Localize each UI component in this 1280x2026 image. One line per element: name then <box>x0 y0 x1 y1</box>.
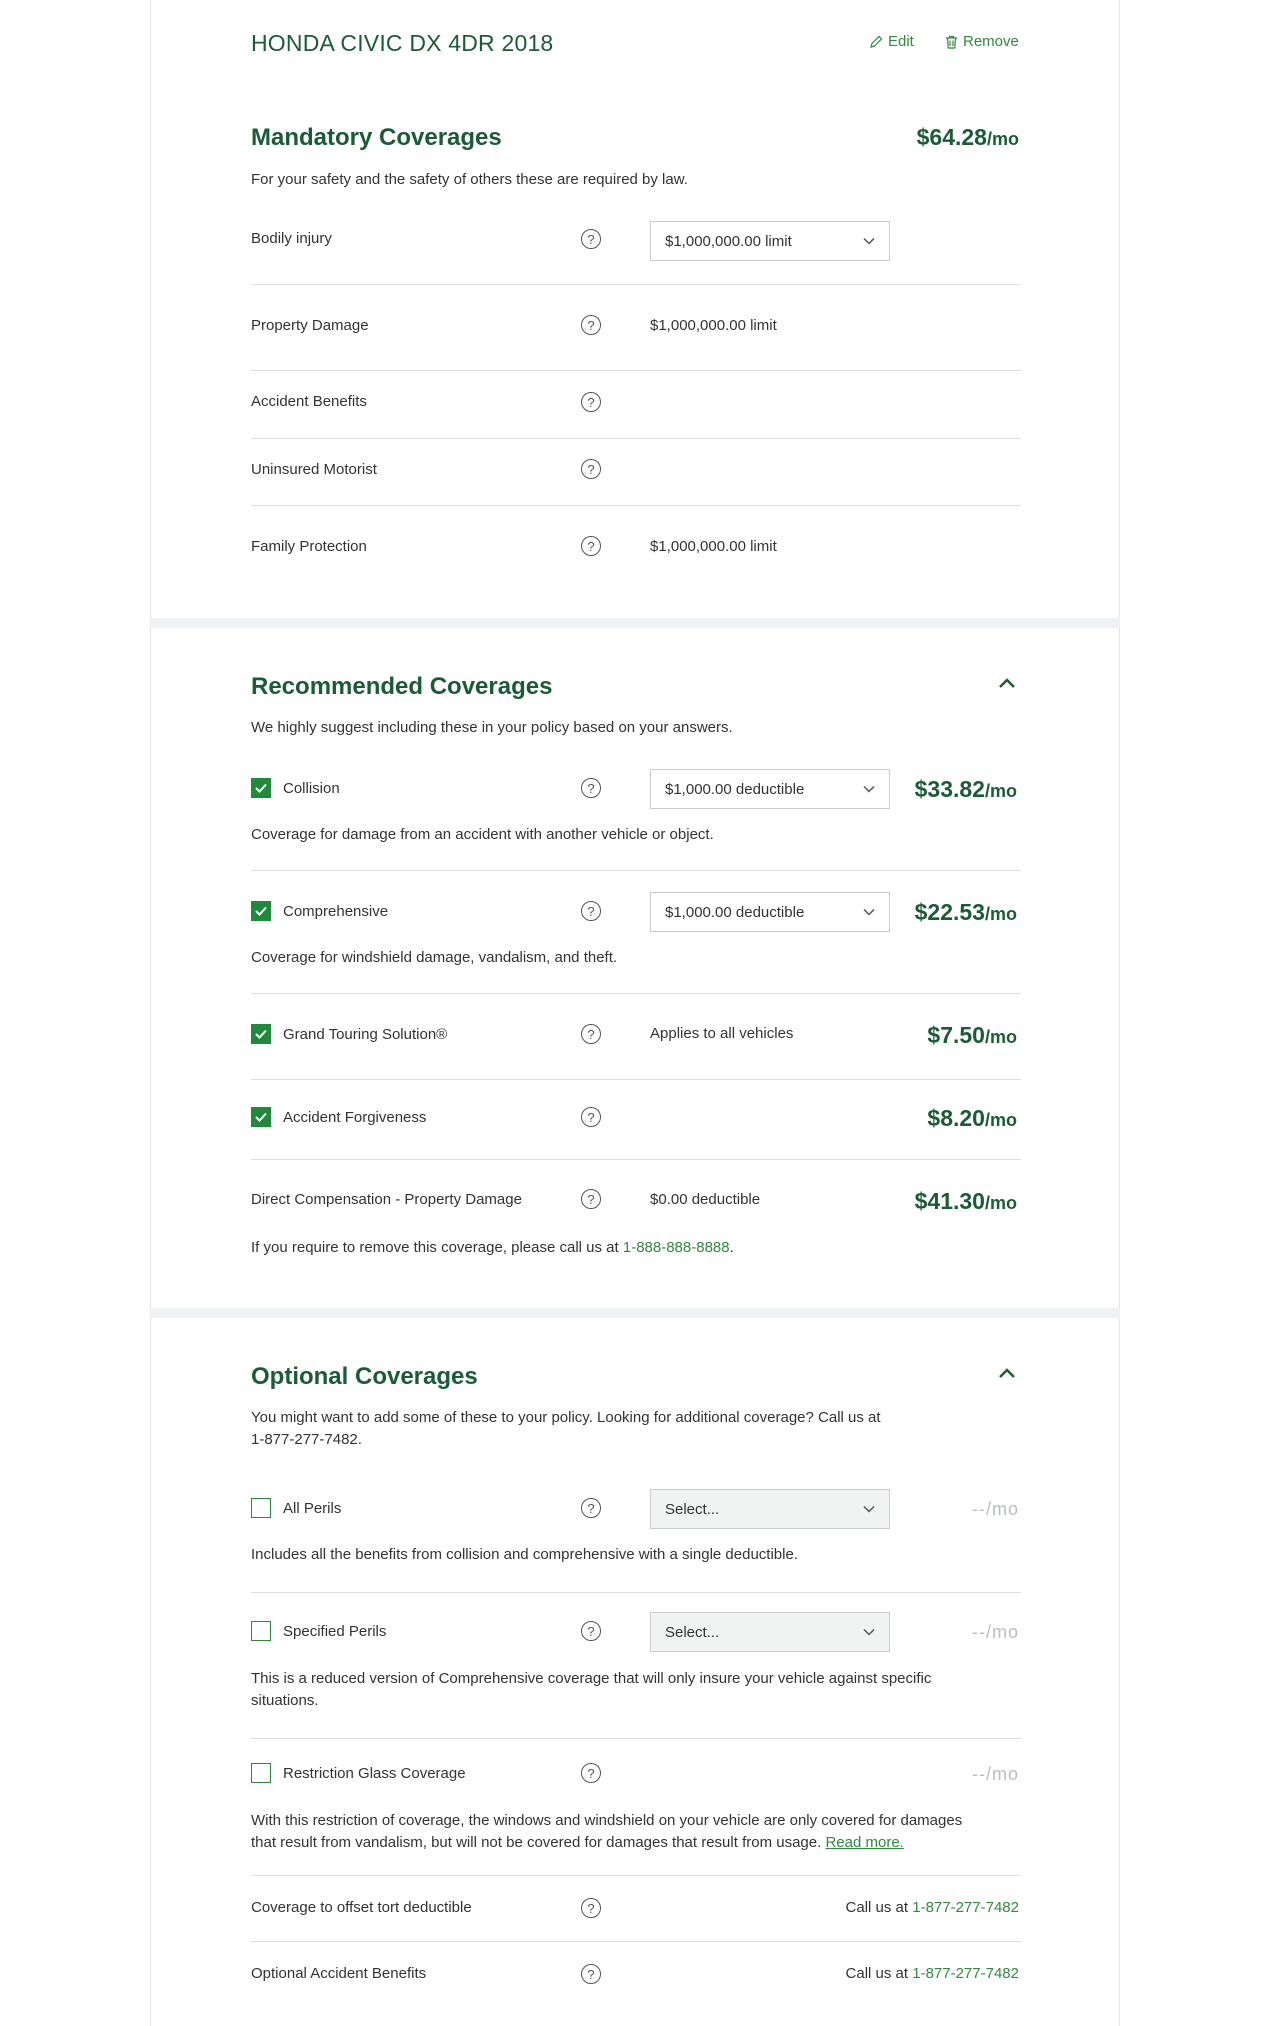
price-value: $7.50 <box>927 1022 985 1048</box>
specified-perils-select[interactable] <box>650 1612 890 1652</box>
accident-forgiveness-checkbox[interactable] <box>251 1107 271 1127</box>
pencil-icon <box>869 35 883 49</box>
read-more-link[interactable]: Read more. <box>825 1834 904 1851</box>
chevron-down-icon <box>863 237 875 245</box>
tort-deductible-label: Coverage to offset tort deductible <box>251 1899 472 1916</box>
divider <box>251 438 1021 439</box>
divider <box>251 1875 1021 1876</box>
collision-row <box>251 778 340 798</box>
direct-compensation-value: $0.00 deductible <box>650 1191 761 1208</box>
collision-label: Collision <box>283 779 340 797</box>
mandatory-price-value: $64.28 <box>916 124 987 150</box>
collision-price <box>915 776 1017 803</box>
section-separator <box>150 618 1120 628</box>
check-icon <box>255 1112 267 1122</box>
price-value: $41.30 <box>914 1188 985 1214</box>
comprehensive-checkbox[interactable] <box>251 901 271 921</box>
divider <box>251 1592 1021 1593</box>
question-circle-icon[interactable]: ? <box>581 536 601 556</box>
edit-label: Edit <box>888 33 914 50</box>
bodily-injury-select[interactable] <box>650 221 890 261</box>
specified-perils-description <box>251 1668 931 1712</box>
all-perils-select[interactable] <box>650 1489 890 1529</box>
call-prefix: Call us at <box>845 1899 913 1916</box>
price-unit: /mo <box>984 1193 1017 1213</box>
phone-link[interactable]: 1-888-888-8888 <box>622 1239 730 1256</box>
price-value: $33.82 <box>914 776 985 802</box>
desc-line: 1-877-277-7482. <box>251 1431 362 1448</box>
comprehensive-label: Comprehensive <box>283 902 389 920</box>
desc-line <box>251 1832 962 1854</box>
property-damage-value: $1,000,000.00 limit <box>650 317 777 334</box>
desc-line: This is a reduced version of Comprehensive coverage that will only insure your vehicle against specific <box>251 1670 932 1687</box>
question-circle-icon[interactable]: ? <box>581 392 601 412</box>
question-circle-icon[interactable]: ? <box>581 778 601 798</box>
chevron-down-icon <box>863 1505 875 1513</box>
mandatory-description: For your safety and the safety of others these are required by law. <box>251 171 688 188</box>
all-perils-checkbox[interactable] <box>251 1498 271 1518</box>
select-value: Select... <box>665 1500 720 1518</box>
question-circle-icon[interactable]: ? <box>581 459 601 479</box>
direct-compensation-description <box>251 1237 734 1259</box>
section-separator <box>150 1308 1120 1318</box>
optional-description <box>251 1407 881 1451</box>
phone-link[interactable]: 1-877-277-7482 <box>912 1965 1019 1982</box>
call-prefix: Call us at <box>845 1965 913 1982</box>
grand-touring-row <box>251 1024 447 1044</box>
price-unit: /mo <box>984 1027 1017 1047</box>
mandatory-row-label: Bodily injury <box>251 230 332 247</box>
question-circle-icon[interactable]: ? <box>581 315 601 335</box>
check-icon <box>255 783 267 793</box>
vehicle-card <box>150 0 1120 618</box>
mandatory-row-label: Uninsured Motorist <box>251 461 377 478</box>
divider <box>251 370 1021 371</box>
select-value: $1,000.00 deductible <box>665 903 805 921</box>
grand-touring-label: Grand Touring Solution® <box>283 1025 448 1043</box>
comprehensive-description: Coverage for windshield damage, vandalism, and theft. <box>251 949 618 966</box>
restriction-glass-price: --/mo <box>972 1764 1019 1784</box>
family-protection-value: $1,000,000.00 limit <box>650 538 777 555</box>
comprehensive-price <box>915 899 1017 926</box>
accident-forgiveness-row <box>251 1107 426 1127</box>
divider <box>251 993 1021 994</box>
question-circle-icon[interactable]: ? <box>581 1189 601 1209</box>
divider <box>251 1159 1021 1160</box>
restriction-glass-checkbox[interactable] <box>251 1763 271 1783</box>
question-circle-icon[interactable]: ? <box>581 1763 601 1783</box>
remove-label: Remove <box>963 33 1019 50</box>
select-value: $1,000.00 deductible <box>665 780 805 798</box>
remove-button[interactable] <box>945 33 1019 50</box>
mandatory-row-label: Accident Benefits <box>251 393 367 410</box>
desc-line: You might want to add some of these to your policy. Looking for additional coverage? Call us at <box>251 1409 881 1426</box>
desc-line: With this restriction of coverage, the windows and windshield on your vehicle are only covered for damages <box>251 1812 963 1829</box>
grand-touring-checkbox[interactable] <box>251 1024 271 1044</box>
price-unit: /mo <box>984 1110 1017 1130</box>
mandatory-price <box>917 124 1019 151</box>
chevron-up-icon[interactable] <box>998 1367 1016 1379</box>
accident-forgiveness-price <box>927 1105 1017 1132</box>
question-circle-icon[interactable]: ? <box>581 1024 601 1044</box>
optional-card <box>150 1318 1120 2026</box>
trash-icon <box>945 35 958 49</box>
recommended-description: We highly suggest including these in your policy based on your answers. <box>251 719 733 736</box>
specified-perils-price: --/mo <box>972 1622 1019 1642</box>
collision-select[interactable] <box>650 769 890 809</box>
select-value: Select... <box>665 1623 720 1641</box>
restriction-glass-description <box>251 1810 962 1854</box>
check-icon <box>255 906 267 916</box>
tort-call-text <box>846 1899 1019 1916</box>
all-perils-price: --/mo <box>972 1499 1019 1519</box>
question-circle-icon[interactable]: ? <box>581 229 601 249</box>
recommended-card <box>150 628 1120 1308</box>
optional-accident-call-text <box>846 1965 1019 1982</box>
optional-accident-benefits-label: Optional Accident Benefits <box>251 1965 427 1982</box>
divider <box>251 1941 1021 1942</box>
direct-compensation-price <box>915 1188 1017 1215</box>
desc-suffix: . <box>729 1239 734 1256</box>
restriction-glass-row <box>251 1763 466 1783</box>
collision-description: Coverage for damage from an accident with another vehicle or object. <box>251 826 714 843</box>
question-circle-icon[interactable]: ? <box>581 901 601 921</box>
phone-link[interactable]: 1-877-277-7482 <box>912 1899 1019 1916</box>
specified-perils-label: Specified Perils <box>283 1622 387 1640</box>
chevron-up-icon[interactable] <box>998 677 1016 689</box>
chevron-down-icon <box>863 1628 875 1636</box>
all-perils-description: Includes all the benefits from collision and comprehensive with a single deductible. <box>251 1546 798 1563</box>
divider <box>251 1079 1021 1080</box>
restriction-glass-label: Restriction Glass Coverage <box>283 1764 466 1782</box>
vehicle-title: HONDA CIVIC DX 4DR 2018 <box>251 30 554 56</box>
specified-perils-checkbox[interactable] <box>251 1621 271 1641</box>
divider <box>251 505 1021 506</box>
question-circle-icon[interactable]: ? <box>581 1498 601 1518</box>
chevron-down-icon <box>863 908 875 916</box>
comprehensive-select[interactable] <box>650 892 890 932</box>
all-perils-label: All Perils <box>283 1499 342 1517</box>
price-unit: /mo <box>984 781 1017 801</box>
desc-text: If you require to remove this coverage, please call us at <box>251 1239 623 1256</box>
mandatory-price-unit: /mo <box>986 129 1019 149</box>
select-value: $1,000,000.00 limit <box>665 232 792 250</box>
question-circle-icon[interactable]: ? <box>581 1621 601 1641</box>
comprehensive-row <box>251 901 388 921</box>
chevron-down-icon <box>863 785 875 793</box>
specified-perils-row <box>251 1621 386 1641</box>
divider <box>251 284 1021 285</box>
accident-forgiveness-label: Accident Forgiveness <box>283 1108 427 1126</box>
collision-checkbox[interactable] <box>251 778 271 798</box>
grand-touring-value: Applies to all vehicles <box>650 1025 794 1042</box>
divider <box>251 870 1021 871</box>
price-value: $22.53 <box>914 899 985 925</box>
edit-button[interactable] <box>869 33 914 50</box>
mandatory-row-label: Property Damage <box>251 317 369 334</box>
grand-touring-price <box>927 1022 1017 1049</box>
question-circle-icon[interactable]: ? <box>581 1964 601 1984</box>
price-value: $8.20 <box>927 1105 985 1131</box>
divider <box>251 1738 1021 1739</box>
check-icon <box>255 1029 267 1039</box>
optional-title: Optional Coverages <box>251 1363 478 1390</box>
direct-compensation-label: Direct Compensation - Property Damage <box>251 1191 522 1208</box>
desc-line: situations. <box>251 1692 319 1709</box>
question-circle-icon[interactable]: ? <box>581 1107 601 1127</box>
desc-text: that result from vandalism, but will not be covered for damages that result from usage. <box>251 1834 826 1851</box>
recommended-title: Recommended Coverages <box>251 673 553 700</box>
mandatory-title: Mandatory Coverages <box>251 124 502 151</box>
question-circle-icon[interactable]: ? <box>581 1898 601 1918</box>
all-perils-row <box>251 1498 341 1518</box>
price-unit: /mo <box>984 904 1017 924</box>
mandatory-row-label: Family Protection <box>251 538 367 555</box>
